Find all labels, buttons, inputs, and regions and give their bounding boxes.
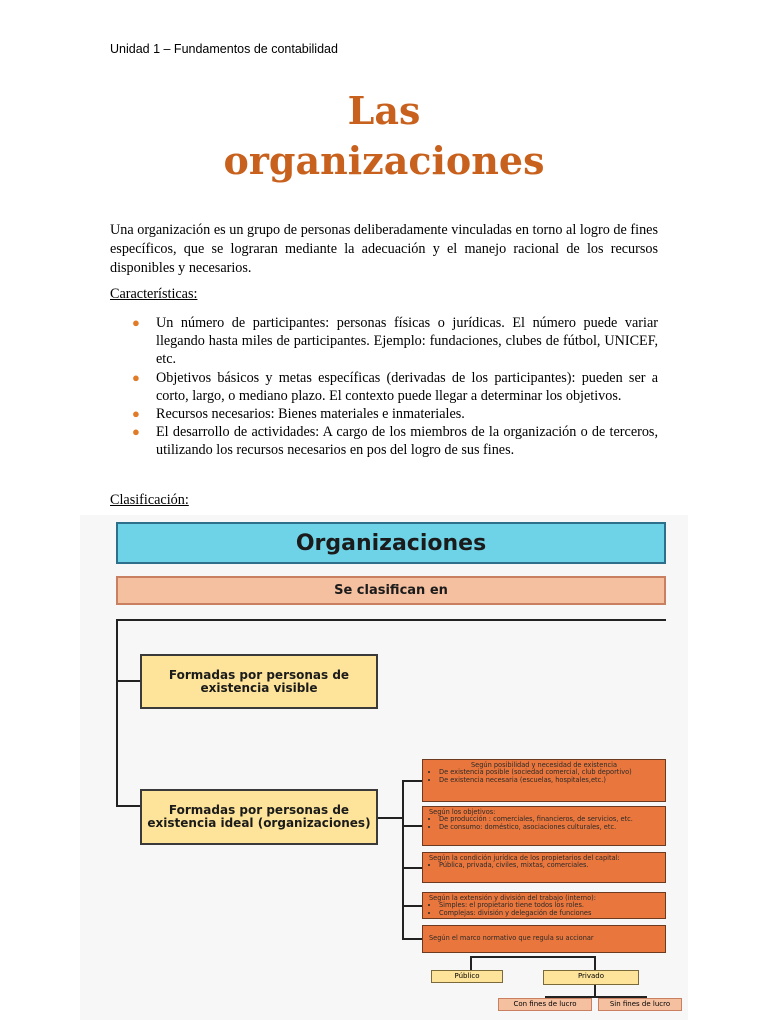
criterion-box: Según la condición jurídica de los propietarios del capital: • Pública, privada, civiles, mixtas, comerciales.: [422, 852, 666, 883]
visible-persons-box: Formadas por personas de existencia visible: [140, 654, 378, 709]
tree-line: [402, 780, 422, 782]
list-item: ● Recursos necesarios: Bienes materiales e inmateriales.: [132, 406, 465, 423]
tree-line: [116, 805, 140, 807]
privado-box: Privado: [543, 970, 639, 985]
criterion-box: Según la extensión y división del trabajo (interno): • Simples: el propietario tiene todos los roles. • Complejas: división y delegación de funciones: [422, 892, 666, 919]
intro-paragraph: Una organización es un grupo de personas deliberadamente vinculadas en torno al logro de fines específicos, que se lograran mediante la adecuación y el manejo racional de los recursos disponibles y necesarios.: [110, 222, 658, 276]
tree-line: [116, 619, 666, 621]
classify-box: Se clasifican en: [116, 576, 666, 605]
caracteristicas-list: [110, 314, 658, 460]
title-line-1: Las: [347, 88, 421, 133]
tree-line: [402, 825, 422, 827]
criterion-box: Según el marco normativo que regula su accionar: [422, 925, 666, 953]
tree-line: [402, 938, 422, 940]
bullet-icon: ●: [132, 424, 140, 440]
tree-line: [594, 984, 596, 996]
bullet-icon: ●: [132, 369, 140, 385]
tree-line: [594, 956, 596, 970]
tree-line: [116, 680, 140, 682]
page-header: Unidad 1 – Fundamentos de contabilidad: [110, 42, 338, 56]
criterion-box: Según los objetivos: • De producción : comerciales, financieros, de servicios, etc. • De consumo: doméstico, asociaciones culturales, etc.: [422, 806, 666, 846]
tree-line: [402, 780, 404, 938]
tree-line: [402, 905, 422, 907]
publico-box: Público: [431, 970, 503, 983]
tree-line: [470, 956, 594, 958]
tree-line: [470, 956, 472, 970]
title-line-2: organizaciones: [223, 138, 545, 183]
ideal-persons-box: Formadas por personas de existencia ideal (organizaciones): [140, 789, 378, 845]
page-title: [0, 86, 768, 186]
criterion-box: Según posibilidad y necesidad de existencia • De existencia posible (sociedad comercial, club deportivo) • De existencia necesaria (escuelas, hospitales,etc.): [422, 759, 666, 802]
clasificacion-heading: Clasificación:: [110, 492, 189, 508]
con-fines-box: Con fines de lucro: [498, 998, 592, 1011]
list-item: ● El desarrollo de actividades: A cargo de los miembros de la organización o de terceros, utilizando los recursos necesarios en pos del logro de sus fines.: [132, 424, 658, 459]
list-item: ● Un número de participantes: personas físicas o jurídicas. El número puede variar llegando hasta miles de participantes. Ejemplo: fundaciones, clubes de fútbol, UNICEF, etc.: [132, 315, 658, 368]
classification-diagram: [80, 515, 688, 1020]
bullet-icon: ●: [132, 315, 140, 330]
root-box: Organizaciones: [116, 522, 666, 564]
sin-fines-box: Sin fines de lucro: [598, 998, 682, 1011]
tree-line: [116, 619, 118, 806]
bullet-icon: ●: [132, 406, 140, 422]
tree-line: [402, 867, 422, 869]
tree-line: [378, 817, 402, 819]
caracteristicas-heading: Características:: [110, 286, 198, 302]
list-item: ● Objetivos básicos y metas específicas (derivadas de los participantes): pueden ser a corto, largo, o mediano plazo. El contexto puede llegar a determinar los objetivos.: [132, 369, 658, 404]
